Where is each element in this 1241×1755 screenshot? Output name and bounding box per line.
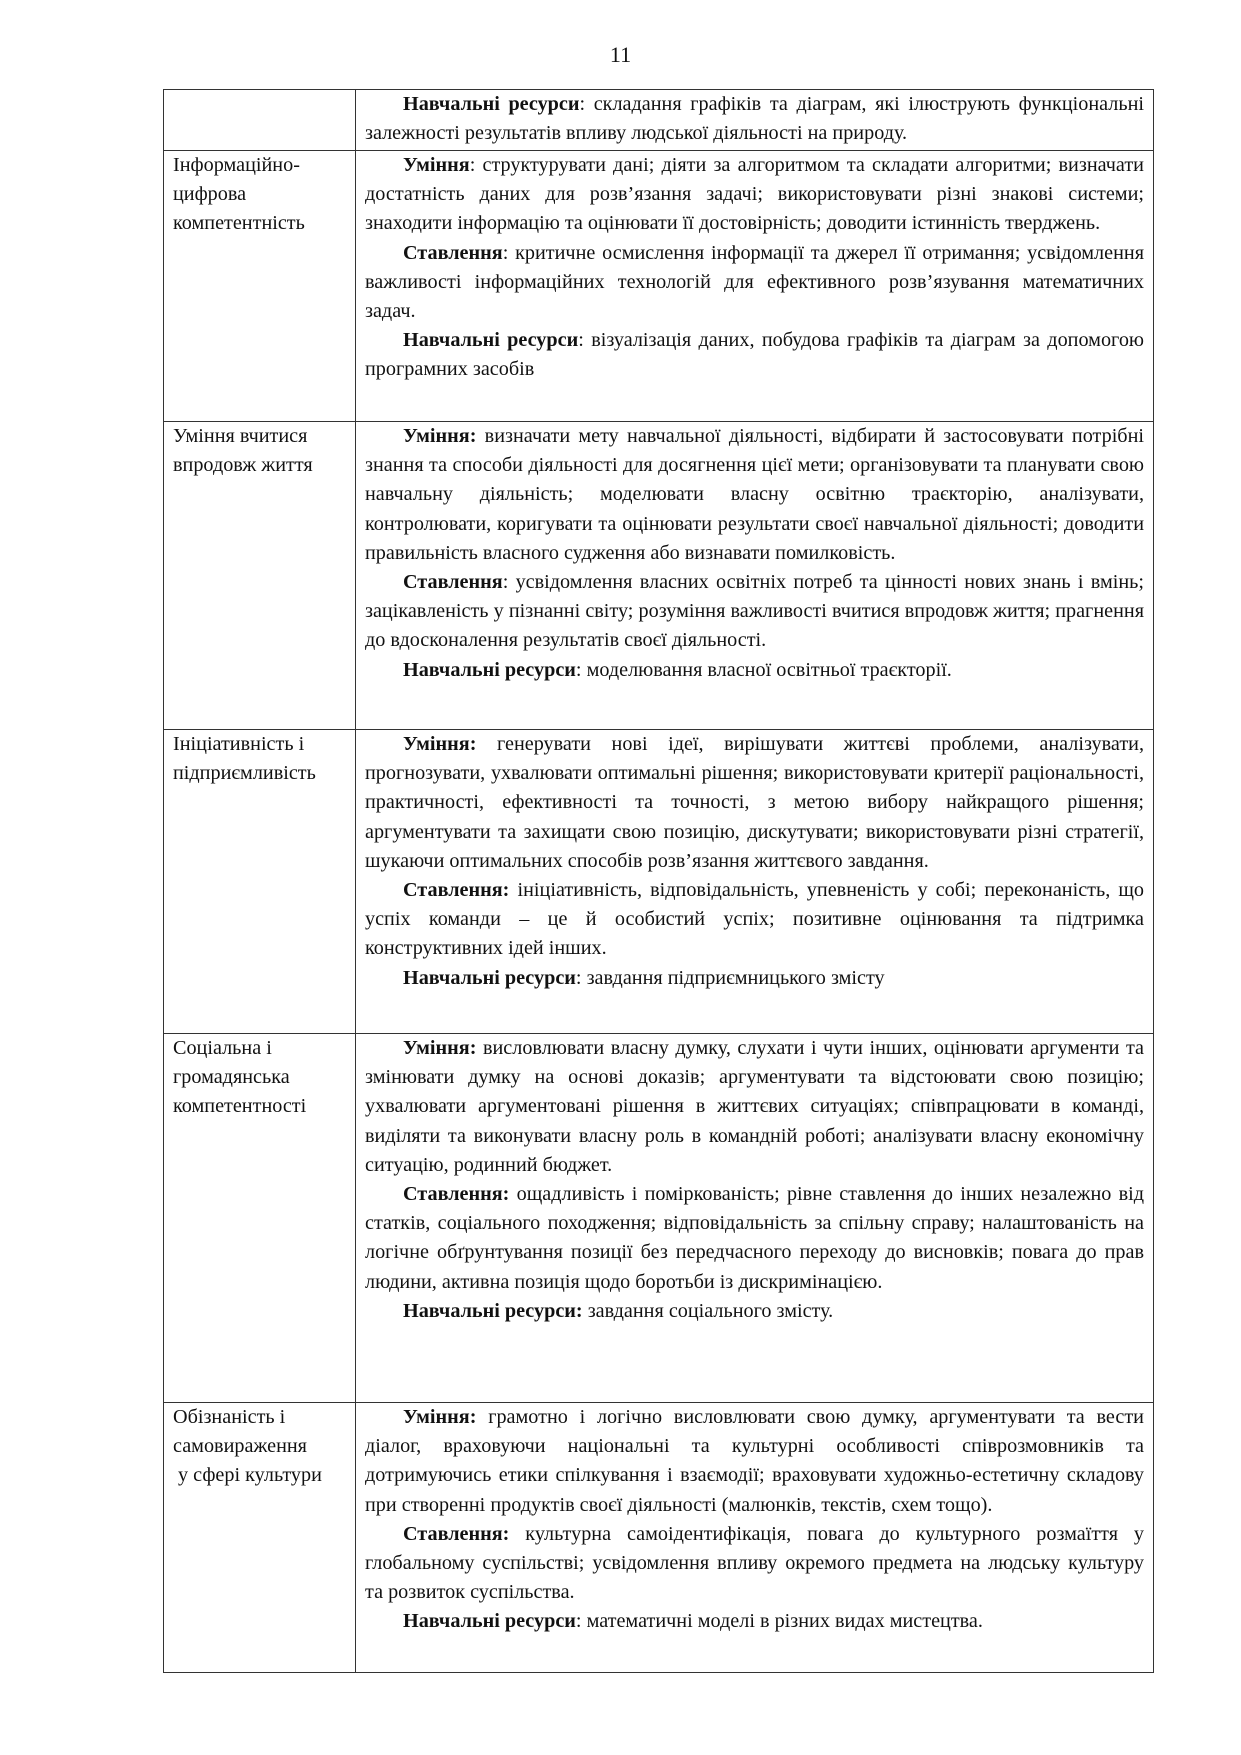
table-row	[164, 151, 1154, 422]
paragraph-text: генерувати нові ідеї, вирішувати життєві проблеми, аналізувати, прогнозувати, ухвалювати оптимальні рішення; використовувати критерії раціональності, практичності, ефективності та точності, з метою вибору найкращого рішення; аргументувати та захищати свою позицію, дискутувати; використовувати різні стратегії, шукаючи оптимальних способів розв’язання життєвого завдання.	[365, 733, 1144, 872]
competency-description-cell	[356, 730, 1154, 1034]
competency-name-cell	[164, 151, 356, 422]
attitude-paragraph	[365, 1520, 1144, 1608]
competency-name-line: громадянська	[173, 1066, 290, 1089]
competency-name-line: компетентності	[173, 1095, 307, 1118]
paragraph-label: Уміння:	[403, 1406, 477, 1428]
paragraph-label: Навчальні ресурси	[403, 329, 579, 352]
competency-name-line: Ініціативність і	[173, 733, 305, 755]
resources-paragraph	[365, 656, 1144, 685]
competency-name-cell	[164, 730, 356, 1034]
resources-paragraph	[365, 1297, 1144, 1326]
table-row	[164, 1034, 1154, 1403]
label-suffix: :	[578, 329, 584, 352]
label-suffix: :	[502, 571, 509, 594]
paragraph-label: Уміння	[403, 154, 470, 176]
competency-name-line: Інформаційно-	[173, 154, 300, 176]
label-suffix: :	[575, 1610, 582, 1633]
resources-paragraph	[365, 1607, 1144, 1636]
page-number: 11	[609, 42, 632, 67]
table-row	[164, 422, 1154, 730]
table-row	[164, 1403, 1154, 1673]
paragraph-label: Навчальні ресурси	[403, 93, 580, 115]
skills-paragraph	[365, 730, 1144, 876]
label-suffix: :	[575, 966, 582, 989]
competency-description-cell	[356, 151, 1154, 422]
paragraph-label: Ставлення	[403, 241, 503, 264]
paragraph-label: Уміння:	[403, 425, 477, 447]
competency-name-cell	[164, 1403, 356, 1673]
paragraph-text: завдання соціального змісту.	[582, 1299, 834, 1322]
competency-name-line: у сфері культури	[178, 1464, 322, 1487]
paragraph-text: структурувати дані; діяти за алгоритмом та складати алгоритми; визначати достатність даних для розв’язання задачі; використовувати різні знакові системи; знаходити інформацію та оцінювати її достовірність; доводити істинність тверджень.	[365, 154, 1144, 235]
competency-name-line: Обізнаність і	[173, 1406, 286, 1428]
competency-name-line: впродовж життя	[173, 454, 313, 477]
table-row	[164, 90, 1154, 151]
paragraph-text: візуалізація даних, побудова графіків та діаграм за допомогою програмних засобів	[365, 329, 1145, 381]
label-suffix: :	[502, 241, 509, 264]
skills-paragraph	[365, 1403, 1144, 1520]
paragraph-label: Навчальні ресурси	[403, 1610, 576, 1633]
paragraph-text: культурна самоідентифікація, повага до культурного розмаїття у глобальному суспільстві; усвідомлення впливу окремого предмета на людську культуру та розвиток суспільства.	[365, 1522, 1144, 1604]
paragraph-text: моделювання власної освітньої траєкторії.	[581, 658, 952, 681]
paragraph-label: Навчальні ресурси	[403, 658, 576, 681]
paragraph-label: Ставлення:	[403, 1183, 510, 1206]
paragraph-text: ощадливість і поміркованість; рівне ставлення до інших незалежно від статків, соціального походження; відповідальність за спільну справу; налаштованість на логічне обґрунтування позиції без передчасного переходу до висновків; повага до прав людини, активна позиція щодо боротьби із дискримінацією.	[365, 1183, 1144, 1293]
resources-paragraph	[365, 90, 1144, 148]
paragraph-label: Ставлення	[403, 571, 503, 594]
competency-name-cell	[164, 90, 356, 151]
paragraph-text: математичні моделі в різних видах мистецтва.	[581, 1610, 983, 1633]
competencies-table	[163, 89, 1154, 1673]
competency-name-line: підприємливість	[173, 762, 316, 785]
paragraph-label: Ставлення:	[403, 879, 510, 902]
paragraph-text: усвідомлення власних освітніх потреб та цінності нових знань і вмінь; зацікавленість у пізнанні світу; розуміння важливості вчитися впродовж життя; прагнення до вдосконалення результатів своєї діяльності.	[365, 571, 1144, 652]
competency-name-cell	[164, 1034, 356, 1403]
paragraph-label: Навчальні ресурси	[403, 966, 576, 989]
competency-description-cell	[356, 1034, 1154, 1403]
paragraph-text: складання графіків та діаграм, які ілюструють функціональні залежності результатів впливу людської діяльності на природу.	[365, 93, 1144, 145]
competency-description-cell	[356, 422, 1154, 730]
competency-name-line: цифрова	[173, 183, 247, 206]
competency-description-cell	[356, 90, 1154, 151]
competency-name-line: самовираження	[173, 1435, 307, 1458]
paragraph-text: висловлювати власну думку, слухати і чути інших, оцінювати аргументи та змінювати думку на основі доказів; аргументувати та відстоювати свою позицію; ухвалювати аргументовані рішення в життєвих ситуаціях; співпрацювати в команді, виділяти та виконувати власну роль в командній роботі; аналізувати власну економічну ситуацію, родинний бюджет.	[365, 1037, 1144, 1176]
skills-paragraph	[365, 1034, 1144, 1180]
attitude-paragraph	[365, 239, 1144, 327]
paragraph-text: ініціативність, відповідальність, упевненість у собі; переконаність, що успіх команди – це й особистий успіх; позитивне оцінювання та підтримка конструктивних ідей інших.	[365, 879, 1144, 960]
resources-paragraph	[365, 326, 1144, 384]
paragraph-label: Уміння:	[403, 733, 477, 755]
competency-name-cell	[164, 422, 356, 730]
skills-paragraph	[365, 422, 1144, 568]
attitude-paragraph	[365, 1180, 1144, 1297]
table-row	[164, 730, 1154, 1034]
resources-paragraph	[365, 964, 1144, 993]
paragraph-label: Уміння:	[403, 1037, 477, 1059]
attitude-paragraph	[365, 876, 1144, 964]
attitude-paragraph	[365, 568, 1144, 656]
competency-name-line: Соціальна і	[173, 1037, 272, 1059]
paragraph-text: завдання підприємницького змісту	[581, 966, 885, 989]
label-suffix: :	[469, 154, 476, 176]
competency-name-line: компетентність	[173, 212, 305, 235]
label-suffix: :	[575, 658, 582, 681]
paragraph-label: Ставлення:	[403, 1522, 510, 1545]
paragraph-text: критичне осмислення інформації та джерел її отримання; усвідомлення важливості інформаційних технологій для ефективного розв’язування математичних задач.	[365, 241, 1144, 323]
paragraph-text: визначати мету навчальної діяльності, відбирати й застосовувати потрібні знання та способи діяльності для досягнення цієї мети; організовувати та планувати свою навчальну діяльність; моделювати власну освітню траєкторію, аналізувати, контролювати, коригувати та оцінювати результати своєї навчальної діяльності; доводити правильність власного судження або визнавати помилковість.	[365, 425, 1144, 564]
skills-paragraph	[365, 151, 1144, 239]
competency-description-cell	[356, 1403, 1154, 1673]
competency-name-line: Уміння вчитися	[173, 425, 308, 447]
label-suffix: :	[579, 93, 586, 115]
paragraph-label: Навчальні ресурси:	[403, 1299, 583, 1322]
paragraph-text: грамотно і логічно висловлювати свою думку, аргументувати та вести діалог, враховуючи національні та культурні особливості співрозмовників та дотримуючись етики спілкування і взаємодії; враховувати художньо-естетичну складову при створенні продуктів своєї діяльності (малюнків, текстів, схем тощо).	[365, 1406, 1144, 1516]
